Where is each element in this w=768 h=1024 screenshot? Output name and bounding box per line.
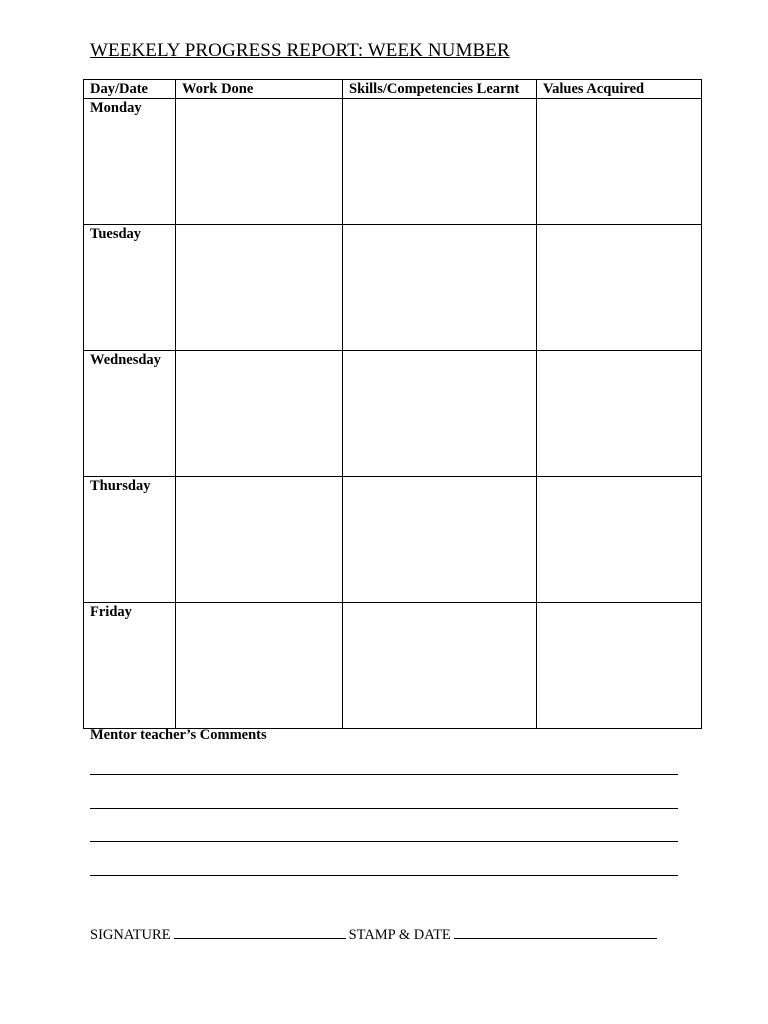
comment-line-3[interactable] [90,841,678,842]
day-cell-thursday: Thursday [84,477,176,603]
stamp-date-label: STAMP & DATE [348,927,451,943]
work-done-cell[interactable] [176,477,343,603]
skills-cell[interactable] [343,99,537,225]
work-done-cell[interactable] [176,351,343,477]
report-title: WEEKELY PROGRESS REPORT: WEEK NUMBER [90,40,510,61]
skills-cell[interactable] [343,477,537,603]
weekly-progress-table [83,79,702,729]
work-done-cell[interactable] [176,603,343,729]
work-done-cell[interactable] [176,225,343,351]
stamp-date-blank[interactable] [454,926,657,939]
day-cell-tuesday: Tuesday [84,225,176,351]
signature-footer [90,926,660,944]
skills-cell[interactable] [343,351,537,477]
table-row [84,603,702,729]
signature-label: SIGNATURE [90,927,171,943]
table-row [84,351,702,477]
header-values-acquired: Values Acquired [537,80,702,99]
values-cell[interactable] [537,225,702,351]
table-row [84,99,702,225]
values-cell[interactable] [537,477,702,603]
table-header-row [84,80,702,99]
table-row [84,225,702,351]
signature-blank[interactable] [174,926,346,939]
day-cell-friday: Friday [84,603,176,729]
values-cell[interactable] [537,603,702,729]
header-skills-competencies: Skills/Competencies Learnt [343,80,537,99]
mentor-comments-label: Mentor teacher’s Comments [90,727,267,743]
header-day-date: Day/Date [84,80,176,99]
work-done-cell[interactable] [176,99,343,225]
table-row [84,477,702,603]
comment-line-2[interactable] [90,808,678,809]
skills-cell[interactable] [343,225,537,351]
day-cell-wednesday: Wednesday [84,351,176,477]
day-cell-monday: Monday [84,99,176,225]
values-cell[interactable] [537,351,702,477]
header-work-done: Work Done [176,80,343,99]
values-cell[interactable] [537,99,702,225]
skills-cell[interactable] [343,603,537,729]
comment-line-4[interactable] [90,875,678,876]
comment-line-1[interactable] [90,774,678,775]
